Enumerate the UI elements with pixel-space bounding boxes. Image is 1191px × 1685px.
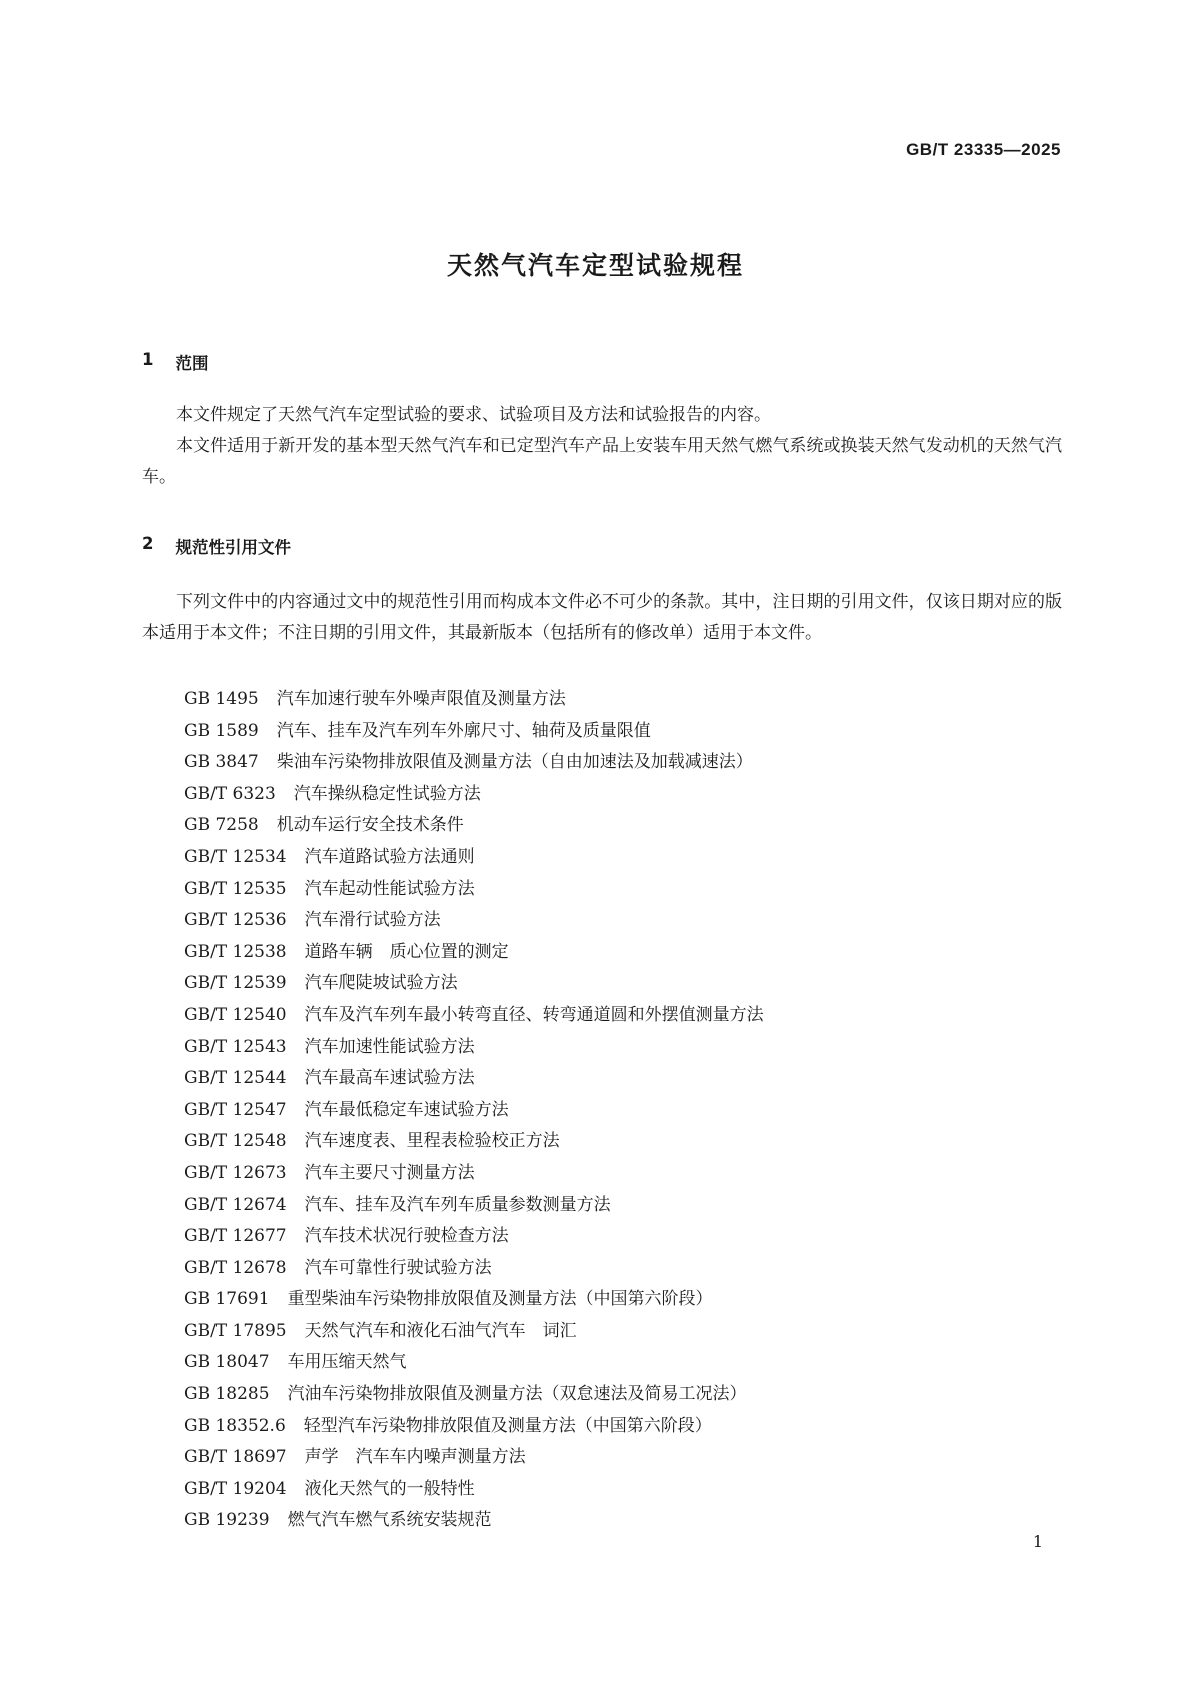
reference-title: 汽车道路试验方法通则 (304, 846, 475, 867)
reference-title: 汽车起动性能试验方法 (304, 878, 475, 899)
reference-item (184, 684, 764, 716)
reference-title: 车用压缩天然气 (287, 1352, 407, 1373)
reference-code: GB/T 17895 (184, 1320, 287, 1341)
reference-item (184, 716, 764, 748)
reference-code: GB/T 12673 (184, 1162, 287, 1183)
reference-title: 道路车辆 质心位置的测定 (304, 941, 509, 962)
reference-title: 汽车技术状况行驶检查方法 (304, 1226, 509, 1247)
reference-title: 汽车爬陡坡试验方法 (304, 973, 458, 994)
scope-body (142, 400, 1062, 493)
reference-list (184, 684, 764, 1537)
document-title: 天然气汽车定型试验规程 (446, 251, 744, 280)
reference-code: GB/T 6323 (184, 783, 276, 804)
reference-code: GB 3847 (184, 752, 259, 773)
reference-code: GB/T 12540 (184, 1004, 287, 1025)
reference-title: 汽车最高车速试验方法 (304, 1068, 475, 1089)
normative-references-body (142, 587, 1062, 649)
reference-title: 汽车、挂车及汽车列车外廓尺寸、轴荷及质量限值 (276, 720, 651, 741)
reference-item (184, 1284, 764, 1316)
reference-code: GB/T 12678 (184, 1257, 287, 1278)
reference-code: GB/T 12535 (184, 878, 287, 899)
reference-title: 重型柴油车污染物排放限值及测量方法（中国第六阶段） (287, 1289, 713, 1310)
reference-item (184, 1000, 764, 1032)
reference-item (184, 1126, 764, 1158)
reference-code: GB 1495 (184, 689, 259, 709)
reference-title: 汽车操纵稳定性试验方法 (293, 783, 481, 804)
reference-item (184, 874, 764, 906)
reference-code: GB 19239 (184, 1510, 270, 1531)
reference-title: 汽车最低稳定车速试验方法 (304, 1099, 509, 1120)
reference-code: GB 1589 (184, 720, 259, 741)
reference-item (184, 1379, 764, 1411)
reference-item (184, 1095, 764, 1127)
reference-item (184, 779, 764, 811)
reference-code: GB 7258 (184, 815, 259, 836)
reference-code: GB/T 12543 (184, 1036, 287, 1057)
reference-item (184, 1032, 764, 1064)
reference-title: 汽车、挂车及汽车列车质量参数测量方法 (304, 1194, 611, 1215)
page-number: 1 (1032, 1532, 1043, 1551)
reference-code: GB 18285 (184, 1384, 270, 1405)
reference-code: GB/T 12548 (184, 1131, 287, 1152)
reference-code: GB/T 18697 (184, 1447, 287, 1468)
section-number: 1 (142, 350, 154, 369)
section-heading-scope (142, 350, 208, 374)
reference-title: 汽车主要尺寸测量方法 (304, 1162, 475, 1183)
reference-item (184, 1158, 764, 1190)
scope-paragraph: 本文件规定了天然气汽车定型试验的要求、试验项目及方法和试验报告的内容。 (176, 405, 771, 425)
reference-item (184, 1063, 764, 1095)
reference-code: GB/T 12538 (184, 941, 287, 962)
reference-item (184, 1221, 764, 1253)
section-number: 2 (142, 534, 154, 553)
reference-title: 汽车加速性能试验方法 (304, 1036, 475, 1057)
reference-code: GB/T 12677 (184, 1226, 287, 1247)
reference-item (184, 1347, 764, 1379)
reference-title: 柴油车污染物排放限值及测量方法（自由加速法及加载减速法） (276, 752, 753, 773)
reference-title: 液化天然气的一般特性 (304, 1478, 475, 1499)
reference-code: GB 18047 (184, 1352, 270, 1373)
reference-item (184, 1442, 764, 1474)
reference-code: GB/T 12539 (184, 973, 287, 994)
reference-code: GB/T 19204 (184, 1478, 287, 1499)
reference-code: GB 17691 (184, 1289, 270, 1310)
reference-code: GB 18352.6 (184, 1415, 286, 1436)
reference-item (184, 1190, 764, 1222)
reference-code: GB/T 12534 (184, 846, 287, 867)
standard-code: GB/T 23335—2025 (906, 140, 1061, 159)
reference-item (184, 1316, 764, 1348)
reference-title: 汽车滑行试验方法 (304, 910, 441, 931)
reference-title: 汽车可靠性行驶试验方法 (304, 1257, 492, 1278)
reference-item (184, 747, 764, 779)
normative-references-paragraph: 下列文件中的内容通过文中的规范性引用而构成本文件必不可少的条款。其中，注日期的引用文件，仅该日期对应的版本适用于本文件；不注日期的引用文件，其最新版本（包括所有的修改单）适用于本文件。 (142, 592, 1062, 643)
reference-title: 汽车及汽车列车最小转弯直径、转弯通道圆和外摆值测量方法 (304, 1004, 764, 1025)
reference-title: 轻型汽车污染物排放限值及测量方法（中国第六阶段） (303, 1415, 712, 1436)
reference-item (184, 937, 764, 969)
section-title: 规范性引用文件 (175, 538, 291, 557)
reference-item (184, 968, 764, 1000)
reference-code: GB/T 12674 (184, 1194, 287, 1215)
reference-item (184, 842, 764, 874)
reference-code: GB/T 12547 (184, 1099, 287, 1120)
reference-title: 机动车运行安全技术条件 (276, 815, 464, 836)
reference-title: 声学 汽车车内噪声测量方法 (304, 1447, 526, 1468)
reference-item (184, 1253, 764, 1285)
reference-code: GB/T 12544 (184, 1068, 287, 1089)
reference-item (184, 1411, 764, 1443)
scope-paragraph: 本文件适用于新开发的基本型天然气汽车和已定型汽车产品上安装车用天然气燃气系统或换装天然气发动机的天然气汽车。 (142, 436, 1062, 487)
reference-title: 燃气汽车燃气系统安装规范 (287, 1510, 492, 1531)
reference-title: 汽油车污染物排放限值及测量方法（双怠速法及简易工况法） (287, 1384, 747, 1405)
section-heading-normative-references (142, 534, 291, 558)
reference-item (184, 905, 764, 937)
reference-code: GB/T 12536 (184, 910, 287, 931)
section-title: 范围 (175, 354, 209, 373)
reference-title: 天然气汽车和液化石油气汽车 词汇 (304, 1320, 577, 1341)
reference-item (184, 1505, 764, 1537)
reference-title: 汽车速度表、里程表检验校正方法 (304, 1131, 560, 1152)
reference-title: 汽车加速行驶车外噪声限值及测量方法 (276, 689, 566, 709)
reference-item (184, 810, 764, 842)
reference-item (184, 1474, 764, 1506)
